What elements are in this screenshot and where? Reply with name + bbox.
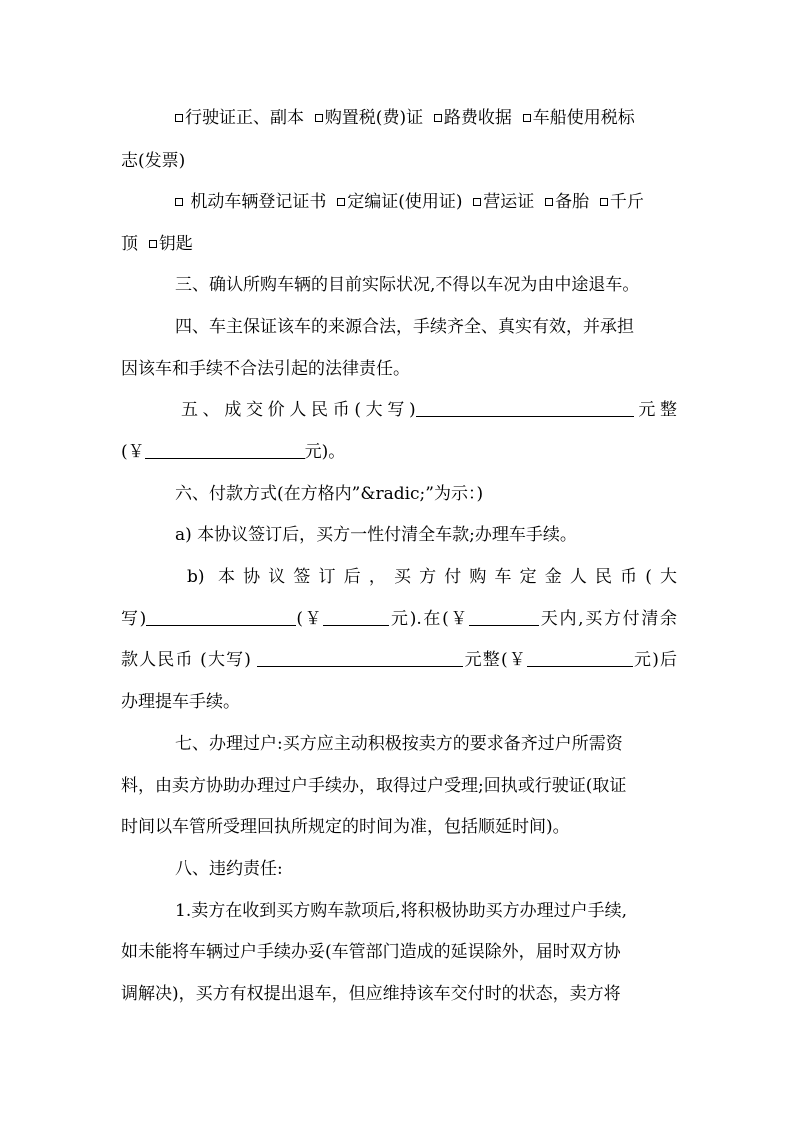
- label-uppercase: 写): [121, 609, 147, 629]
- clause-3: 三、确认所购车辆的目前实际状况,不得以车况为由中途退车。: [175, 275, 640, 295]
- clause-4-line-2: 因该车和手续不合法引起的法律责任。: [121, 359, 410, 379]
- days-field[interactable]: [469, 609, 539, 626]
- checkbox-icon[interactable]: [337, 198, 345, 206]
- balance-uppercase-label: 款人民币 (大写): [121, 650, 258, 670]
- yuan-after: 元)后: [632, 650, 677, 670]
- checklist-line-1: [175, 108, 677, 130]
- item-capacity-cert: 定编证(使用证): [347, 192, 463, 212]
- checkbox-icon[interactable]: [473, 198, 481, 206]
- clause-7-line-2: 料，由卖方协助办理过户手续办，取得过户受理;回执或行驶证(取证: [121, 776, 627, 796]
- clause-5-line-1: [181, 400, 677, 422]
- item-operation-cert: 营运证: [483, 192, 535, 212]
- clause-6b-line-4: 办理提车手续。: [121, 692, 240, 712]
- clause-8-1-line-2: 如未能将车辆过户手续办妥(车管部门造成的延误除外，届时双方协: [121, 942, 621, 962]
- checklist-line-3: [175, 192, 677, 214]
- price-label: 五、成交价人民币(大写): [181, 400, 416, 420]
- yuan-within: 元).在(￥: [389, 609, 470, 629]
- checkbox-icon[interactable]: [523, 114, 531, 122]
- yen-open: (￥: [121, 442, 145, 462]
- item-vehicle-tax: 车船使用税标: [532, 108, 635, 128]
- clause-4-line-1: 四、车主保证该车的来源合法，手续齐全、真实有效，并承担: [175, 317, 634, 337]
- item-registration-cert: 机动车辆登记证书: [190, 192, 327, 212]
- balance-numeric-field[interactable]: [527, 650, 633, 667]
- checkbox-icon[interactable]: [149, 240, 157, 248]
- clause-6b-line-2: [121, 609, 677, 631]
- checkbox-icon[interactable]: [175, 114, 183, 122]
- yen-open: (￥: [296, 609, 324, 629]
- item-jack-cont: 顶: [121, 234, 138, 254]
- price-unit: 元整: [633, 400, 677, 420]
- item-jack: 千斤: [609, 192, 644, 212]
- item-keys: 钥匙: [158, 234, 193, 254]
- price-uppercase-field[interactable]: [416, 400, 634, 417]
- item-spare-tire: 备胎: [555, 192, 590, 212]
- yuan-yen: 元整(￥: [463, 650, 527, 670]
- checkbox-icon[interactable]: [434, 114, 442, 122]
- clause-8-title: 八、违约责任:: [175, 859, 283, 879]
- checkbox-icon[interactable]: [545, 198, 553, 206]
- clause-8-1-line-3: 调解决)，买方有权提出退车，但应维持该车交付时的状态，卖方将: [121, 984, 621, 1004]
- item-purchase-tax: 购置税(费)证: [324, 108, 424, 128]
- balance-label: 天内,买方付清余: [539, 609, 677, 629]
- clause-6b-line-3: [121, 650, 677, 672]
- clause-6: 六、付款方式(在方格内”&radic;”为示：): [175, 484, 484, 504]
- price-numeric-field[interactable]: [145, 442, 305, 459]
- item-toll-receipt: 路费收据: [443, 108, 512, 128]
- deposit-uppercase-field[interactable]: [146, 609, 296, 626]
- balance-uppercase-field[interactable]: [257, 650, 463, 667]
- item-driving-license: 行驶证正、副本: [185, 108, 304, 128]
- checkbox-icon[interactable]: [600, 198, 608, 206]
- checklist-line-2: 志(发票): [121, 151, 186, 171]
- clause-6a: a) 本协议签订后，买方一性付清全车款;办理车手续。: [175, 525, 577, 545]
- yuan-close: 元)。: [304, 442, 346, 462]
- checkbox-icon[interactable]: [175, 198, 183, 206]
- checklist-line-4: [121, 234, 677, 256]
- clause-7-line-1: 七、办理过户:买方应主动积极按卖方的要求备齐过户所需资: [175, 734, 623, 754]
- clause-5-line-2: [121, 442, 677, 464]
- clause-6b-line-1: b) 本协议签订后，买方付购车定金人民币(大: [187, 567, 677, 587]
- clause-7-line-3: 时间以车管所受理回执所规定的时间为准，包括顺延时间)。: [121, 817, 570, 837]
- clause-8-1-line-1: 1.卖方在收到买方购车款项后,将积极协助买方办理过户手续,: [175, 901, 628, 921]
- checkbox-icon[interactable]: [315, 114, 323, 122]
- deposit-numeric-field[interactable]: [323, 609, 389, 626]
